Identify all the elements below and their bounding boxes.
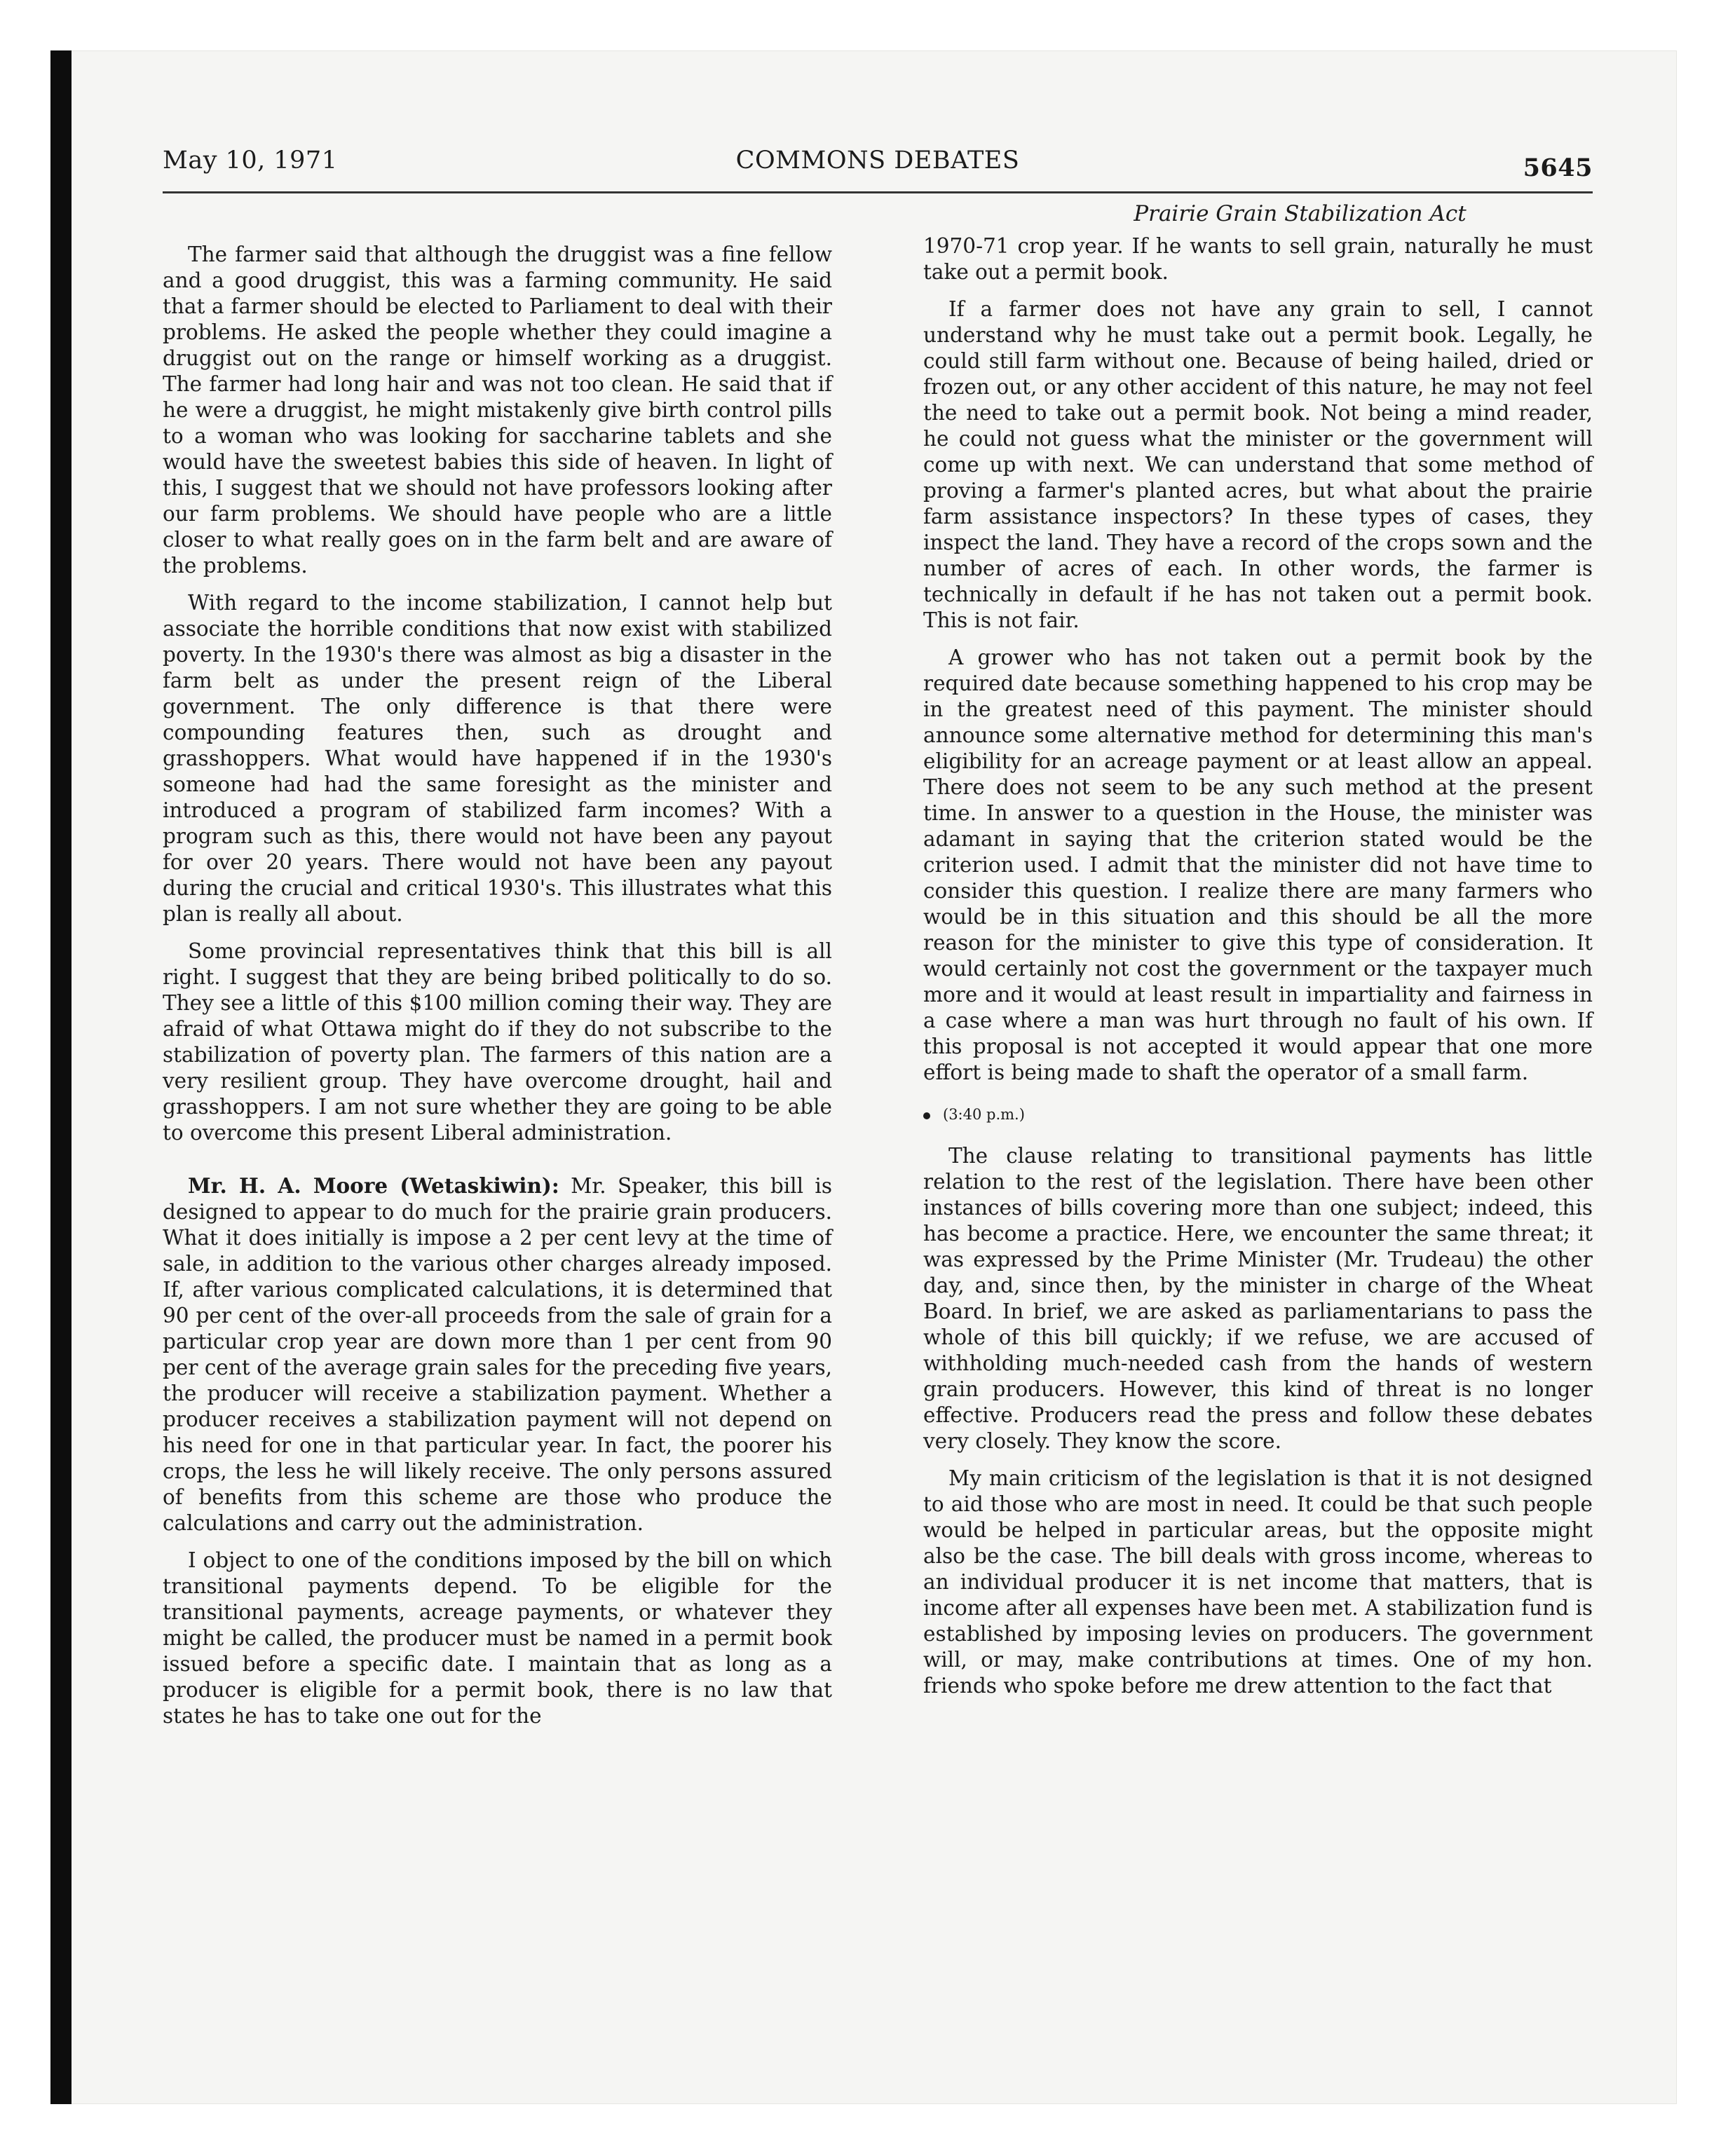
section-title: Prairie Grain Stabilization Act — [1134, 201, 1467, 226]
paragraph: If a farmer does not have any grain to sell, I cannot understand why he must take out a permit book. Legally, he could still farm without one. Because of being hailed, dried or frozen out, or any other accident of this nature, he may not feel the need to take out a permit book. Not being a mind reader, he could not guess what the minister or the government will come up with next. We can understand that some method of proving a farmer's planted acres, but what about the prairie farm assistance inspectors? In these types of cases, they inspect the land. They have a record of the crops sown and the number of acres of each. In other words, the farmer is technically in default if he has not taken out a permit book. This is not fair. — [923, 297, 1593, 632]
paragraph: The farmer said that although the druggist was a fine fellow and a good druggist, this was a farming community. He said that a farmer should be elected to Parliament to deal with their problems. He asked the people whether they could imagine a druggist out on the range or himself working as a druggist. The farmer had long hair and was not too clean. He said that if he were a druggist, he might mistakenly give birth control pills to a woman who was looking for saccharine tablets and she would have the sweetest babies this side of heaven. In light of this, I suggest that we should not have professors looking after our farm problems. We should have people who are a little closer to what really goes on in the farm belt and are aware of the problems. — [163, 243, 832, 578]
paragraph: I object to one of the conditions imposed by the bill on which transitional payments depend. To be eligible for the transitional payments, acreage payments, or whatever they might be called, the producer must be named in a permit book issued before a specific date. I maintain that as long as a producer is eligible for a permit book, there is no law that states he has to take one out for the — [163, 1548, 832, 1728]
paragraph: The clause relating to transitional payments has little relation to the rest of the legislation. There have been other instances of bills covering more than one subject; indeed, this has become a practice. Here, we encounter the same threat; it was expressed by the Prime Minister (Mr. Trudeau) the other day, and, since then, by the minister in charge of the Wheat Board. In brief, we are asked as parliamentarians to pass the whole of this bill quickly; if we refuse, we are accused of withholding much-needed cash from the hands of western grain producers. However, this kind of threat is no longer effective. Producers read the press and follow these debates very closely. They know the score. — [923, 1144, 1593, 1453]
left-column — [163, 242, 832, 1740]
header-date: May 10, 1971 — [163, 146, 338, 175]
binding-shadow — [50, 50, 72, 2104]
paragraph: A grower who has not taken out a permit book by the required date because something happened to his crop may be in the greatest need of this payment. The minister should announce some alternative method for determining this man's eligibility for an acreage payment or at least allow an appeal. There does not seem to be any such method at the present time. In answer to a question in the House, the minister was adamant in saying that the criterion stated would be the criterion used. I admit that the minister did not have time to consider this question. I realize there are many farmers who would be in this situation and this should be all the more reason for the minister to give this type of consideration. It would certainly not cost the government or the taxpayer much more and it would at least result in impartiality and fairness in a case where a man was hurt through no fault of his own. If this proposal is not accepted it would appear that one more effort is being made to shaft the operator of a small farm. — [923, 646, 1593, 1084]
paragraph: With regard to the income stabilization, I cannot help but associate the horrible conditions that now exist with stabilized poverty. In the 1930's there was almost as big a disaster in the farm belt as under the present reign of the Liberal government. The only difference is that there were compounding features then, such as drought and grasshoppers. What would have happened if in the 1930's someone had had the same foresight as the minister and introduced a program of stabilized farm incomes? With a program such as this, there would not have been any payout for over 20 years. There would not have been any payout during the crucial and critical 1930's. This illustrates what this plan is really all about. — [163, 591, 832, 926]
header-title: COMMONS DEBATES — [735, 146, 1020, 175]
page-content — [163, 144, 1593, 2036]
page-number: 5645 — [1523, 153, 1593, 182]
speaker-text: Mr. Speaker, this bill is designed to appear to do much for the prairie grain producers. What it does initially is impose a 2 per cent levy at the time of sale, in addition to the various other charges already imposed. If, after various complicated calculations, it is determined that 90 per cent of the over-all proceeds from the sale of grain for a particular crop year are down more than 1 per cent from 90 per cent of the average grain sales for the preceding five years, the producer will receive a stabilization payment. Whether a producer receives a stabilization payment will not depend on his need for one in that particular year. In fact, the poorer his crops, the less he will likely receive. The only persons assured of benefits from this scheme are those who produce the calculations and carry out the administration. — [163, 1174, 832, 1535]
time-marker-text: (3:40 p.m.) — [943, 1106, 1025, 1123]
speaker-paragraph — [163, 1173, 832, 1536]
paragraph: My main criticism of the legislation is that it is not designed to aid those who are most in need. It could be that such people would be helped in particular areas, but the opposite might also be the case. The bill deals with gross income, whereas to an individual producer it is net income that matters, that is income after all expenses have been met. A stabilization fund is established by imposing levies on producers. The government will, or may, make contributions at times. One of my hon. friends who spoke before me drew attention to the fact that — [923, 1466, 1593, 1698]
text-columns — [163, 200, 1593, 2022]
speaker-name: Mr. H. A. Moore (Wetaskiwin): — [188, 1173, 559, 1198]
time-marker — [923, 1104, 1593, 1125]
running-header — [163, 144, 1593, 193]
bullet-icon — [923, 1112, 930, 1119]
paragraph: 1970-71 crop year. If he wants to sell grain, naturally he must take out a permit book. — [923, 234, 1593, 284]
right-column — [923, 200, 1593, 1710]
paragraph: Some provincial representatives think that this bill is all right. I suggest that they are being bribed politically to do so. They see a little of this $100 million coming their way. They are afraid of what Ottawa might do if they do not subscribe to the stabilization of poverty plan. The farmers of this nation are a very resilient group. They have overcome drought, hail and grasshoppers. I am not sure whether they are going to be able to overcome this present Liberal administration. — [163, 939, 832, 1145]
